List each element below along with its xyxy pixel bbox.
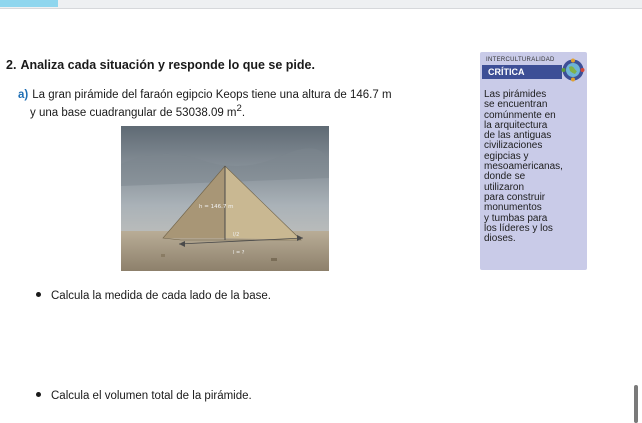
section-title: Analiza cada situación y responde lo que se pide. bbox=[20, 58, 315, 72]
scrollbar-thumb[interactable] bbox=[634, 385, 638, 423]
height-label: h = 146.7 m bbox=[199, 204, 234, 210]
item-letter: a) bbox=[18, 89, 29, 101]
question-2-text: Calcula el volumen total de la pirámide. bbox=[51, 390, 252, 402]
question-2 bbox=[36, 390, 252, 402]
item-a-line2-suffix: . bbox=[241, 106, 246, 119]
half-base-label: l/2 bbox=[233, 232, 240, 238]
item-a-line2 bbox=[18, 102, 458, 120]
question-1-text: Calcula la medida de cada lado de la base. bbox=[51, 290, 271, 302]
top-tab-accent bbox=[0, 0, 58, 7]
item-a-line1: La gran pirámide del faraón egipcio Keops tiene una altura de 146.7 m bbox=[32, 89, 392, 101]
sidebar-text: Las pirámides se encuentran comúnmente en la arquitectura de las antiguas civilizaciones egipcias y mesoamericanas, donde se utilizaron para construir monumentos y tumbas para los líderes y los dioses. bbox=[484, 89, 563, 245]
question-1 bbox=[36, 290, 271, 302]
item-a bbox=[18, 89, 458, 120]
section-heading bbox=[6, 58, 315, 72]
pyramid-photo bbox=[121, 126, 329, 271]
section-number: 2. bbox=[6, 58, 17, 72]
item-a-line2-sup: 2 bbox=[236, 103, 242, 114]
interculturalidad-sidebar bbox=[480, 52, 587, 270]
globe-people-icon bbox=[561, 58, 585, 82]
sidebar-tag-main: CRÍTICA bbox=[482, 65, 562, 79]
top-bar bbox=[0, 0, 642, 9]
item-a-line2-text: y una base cuadrangular de 53038.09 m bbox=[30, 106, 237, 119]
bullet-icon bbox=[36, 392, 41, 397]
sidebar-tag-small: INTERCULTURALIDAD bbox=[486, 57, 555, 63]
base-label: l = ? bbox=[233, 250, 245, 256]
bullet-icon bbox=[36, 292, 41, 297]
